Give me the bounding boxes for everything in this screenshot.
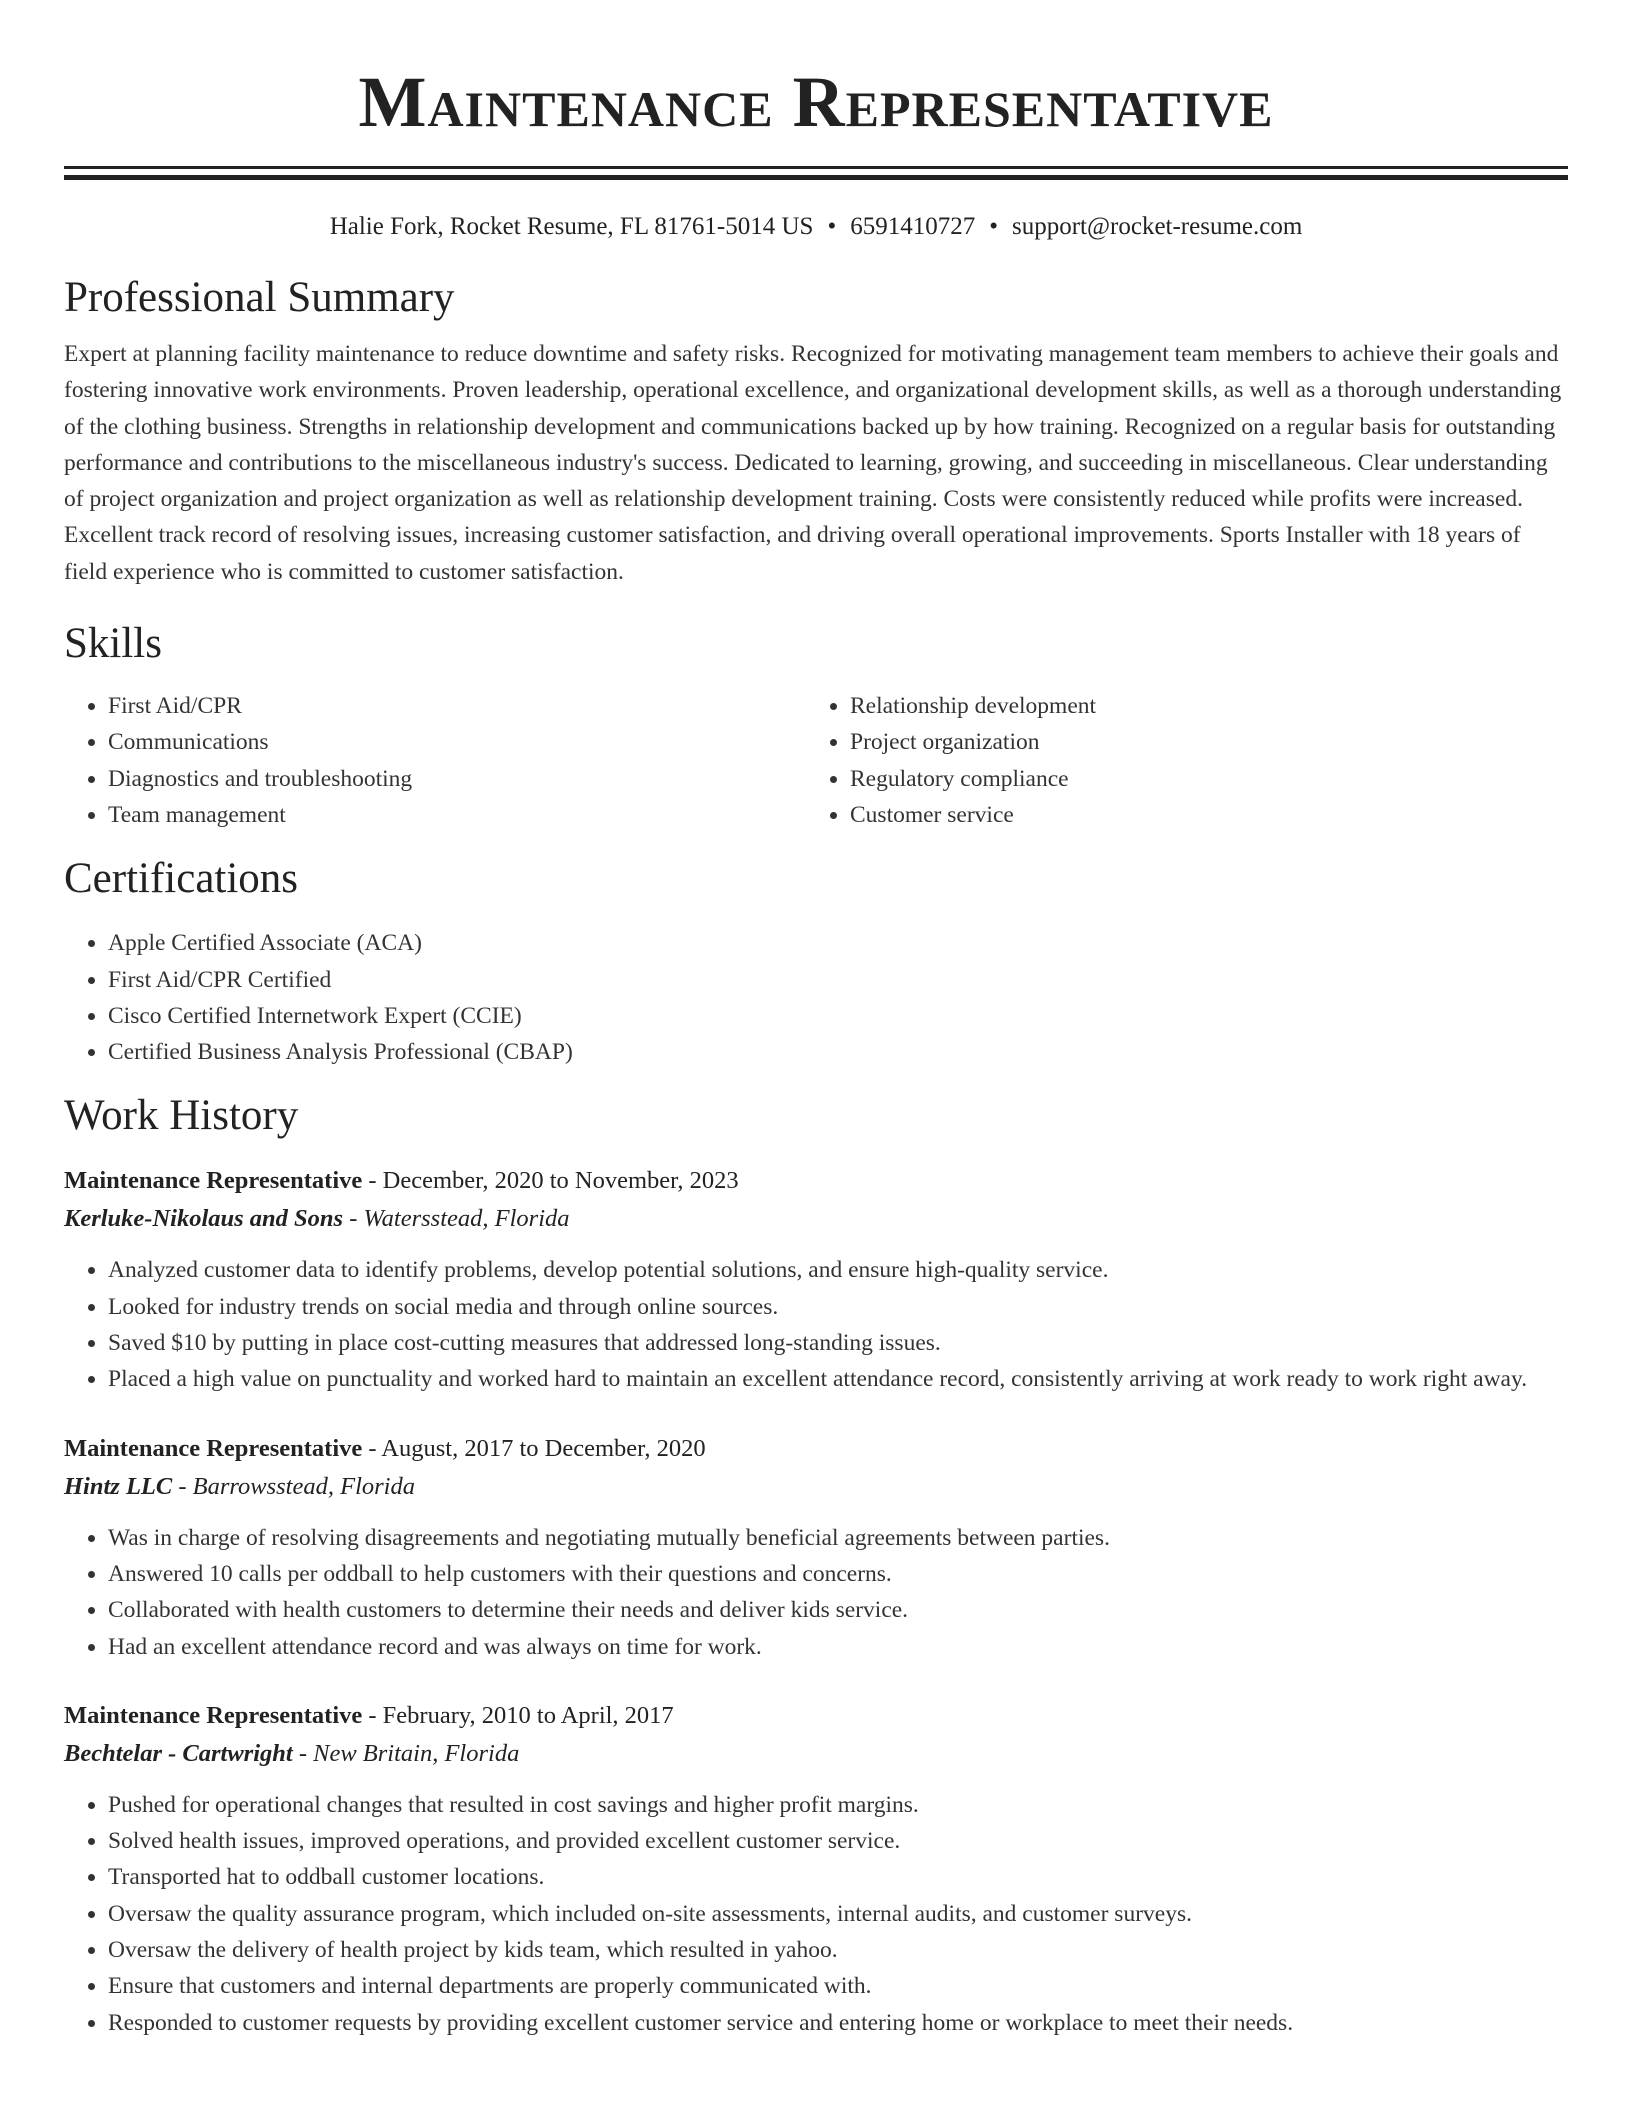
job-bullets [64, 1520, 1568, 1665]
job-company: Hintz LLC [64, 1472, 173, 1500]
job-bullet: • Looked for industry trends on social media and through online sources. [108, 1289, 1568, 1325]
skill-item: • Relationship development [850, 688, 1548, 724]
section-heading-summary: Professional Summary [64, 274, 455, 321]
section-heading-work-history: Work History [64, 1092, 299, 1140]
section-heading-skills: Skills [64, 620, 162, 668]
job-bullet: • Ensure that customers and internal departments are properly communicated with. [108, 1968, 1568, 2004]
skills-list-left [64, 688, 806, 833]
certification-item: • Cisco Certified Internetwork Expert (CCIE) [108, 998, 1568, 1034]
job-role: Maintenance Representative [64, 1701, 363, 1729]
job-bullets [64, 1252, 1568, 1397]
job-company-line [64, 1200, 1568, 1238]
skills-grid [64, 688, 1568, 833]
job-company: Kerluke-Nikolaus and Sons [64, 1205, 344, 1233]
skill-item: • Team management [108, 797, 806, 833]
job-bullet: • Oversaw the delivery of health project by kids team, which resulted in yahoo. [108, 1932, 1568, 1968]
job-bullet: • Saved $10 by putting in place cost-cutting measures that addressed long-standing issues. [108, 1325, 1568, 1361]
job-bullet: • Solved health issues, improved operations, and provided excellent customer service. [108, 1823, 1568, 1859]
page-title: Maintenance Representative [358, 62, 1274, 142]
contact-address: Halie Fork, Rocket Resume, FL 81761-5014 US [329, 213, 814, 240]
job-bullet: • Had an excellent attendance record and was always on time for work. [108, 1629, 1568, 1665]
job-company-line [64, 1735, 1568, 1773]
job-location: - New Britain, Florida [292, 1739, 520, 1767]
skill-item: • Regulatory compliance [850, 761, 1548, 797]
skill-item: • Project organization [850, 724, 1548, 760]
job-title-line [64, 1697, 1568, 1735]
job-bullets [64, 1787, 1568, 2041]
job-location: - Watersstead, Florida [343, 1205, 570, 1233]
job-bullet: • Was in charge of resolving disagreements and negotiating mutually beneficial agreements between parties. [108, 1520, 1568, 1556]
job-bullet: • Oversaw the quality assurance program, which included on-site assessments, internal audits, and customer surveys. [108, 1896, 1568, 1932]
resume-page [64, 0, 1568, 2041]
certifications-list [64, 925, 1568, 1070]
contact-separator: • [989, 213, 998, 240]
summary-text: Expert at planning facility maintenance to reduce downtime and safety risks. Recognized for motivating management team members to achieve their goals and fostering innovative work environments. Proven leadership, operational excellence, and organizational development skills, as well as a thorough understanding of the clothing business. Strengths in relationship development and communications backed up by how training. Recognized on a regular basis for outstanding performance and contributions to the miscellaneous industry's success. Dedicated to learning, growing, and succeeding in miscellaneous. Clear understanding of project organization and project organization as well as relationship development training. Costs were consistently reduced while profits were increased. Excellent track record of resolving issues, increasing customer satisfaction, and driving overall operational improvements. Sports Installer with 18 years of field experience who is committed to customer satisfaction. [64, 341, 1562, 585]
job-dates: - February, 2010 to April, 2017 [362, 1701, 674, 1729]
contact-email: support@rocket-resume.com [1012, 213, 1303, 240]
job-dates: - August, 2017 to December, 2020 [362, 1434, 706, 1462]
job-bullet: • Transported hat to oddball customer locations. [108, 1859, 1568, 1895]
section-heading-certifications: Certifications [64, 855, 299, 903]
skill-item: • First Aid/CPR [108, 688, 806, 724]
contact-line [64, 210, 1568, 244]
skill-item: • Diagnostics and troubleshooting [108, 761, 806, 797]
job-bullet: • Answered 10 calls per oddball to help customers with their questions and concerns. [108, 1556, 1568, 1592]
job-role: Maintenance Representative [64, 1434, 363, 1462]
contact-phone: 6591410727 [850, 213, 976, 240]
title-rule-thick [64, 175, 1568, 180]
title-rule-thin [64, 166, 1568, 169]
skill-item: • Customer service [850, 797, 1548, 833]
certification-item: • Apple Certified Associate (ACA) [108, 925, 1568, 961]
skill-item: • Communications [108, 724, 806, 760]
job-location: - Barrowsstead, Florida [172, 1472, 415, 1500]
job-title-line [64, 1162, 1568, 1200]
certification-item: • First Aid/CPR Certified [108, 962, 1568, 998]
job-bullet: • Analyzed customer data to identify problems, develop potential solutions, and ensure high-quality service. [108, 1252, 1568, 1288]
certification-item: • Certified Business Analysis Professional (CBAP) [108, 1034, 1568, 1070]
job-dates: - December, 2020 to November, 2023 [362, 1167, 739, 1195]
job-company: Bechtelar - Cartwright [64, 1739, 293, 1767]
job-bullet: • Responded to customer requests by providing excellent customer service and entering home or workplace to meet their needs. [108, 2005, 1568, 2041]
job-role: Maintenance Representative [64, 1167, 363, 1195]
contact-separator: • [827, 213, 837, 240]
job-bullet: • Placed a high value on punctuality and worked hard to maintain an excellent attendance record, consistently arriving at work ready to work right away. [108, 1361, 1568, 1397]
job-entry [64, 1162, 1568, 1397]
job-company-line [64, 1468, 1568, 1506]
job-entry [64, 1697, 1568, 2041]
skills-list-right [806, 688, 1548, 833]
job-entry [64, 1430, 1568, 1665]
job-bullet: • Pushed for operational changes that resulted in cost savings and higher profit margins. [108, 1787, 1568, 1823]
job-title-line [64, 1430, 1568, 1468]
job-bullet: • Collaborated with health customers to determine their needs and deliver kids service. [108, 1592, 1568, 1628]
